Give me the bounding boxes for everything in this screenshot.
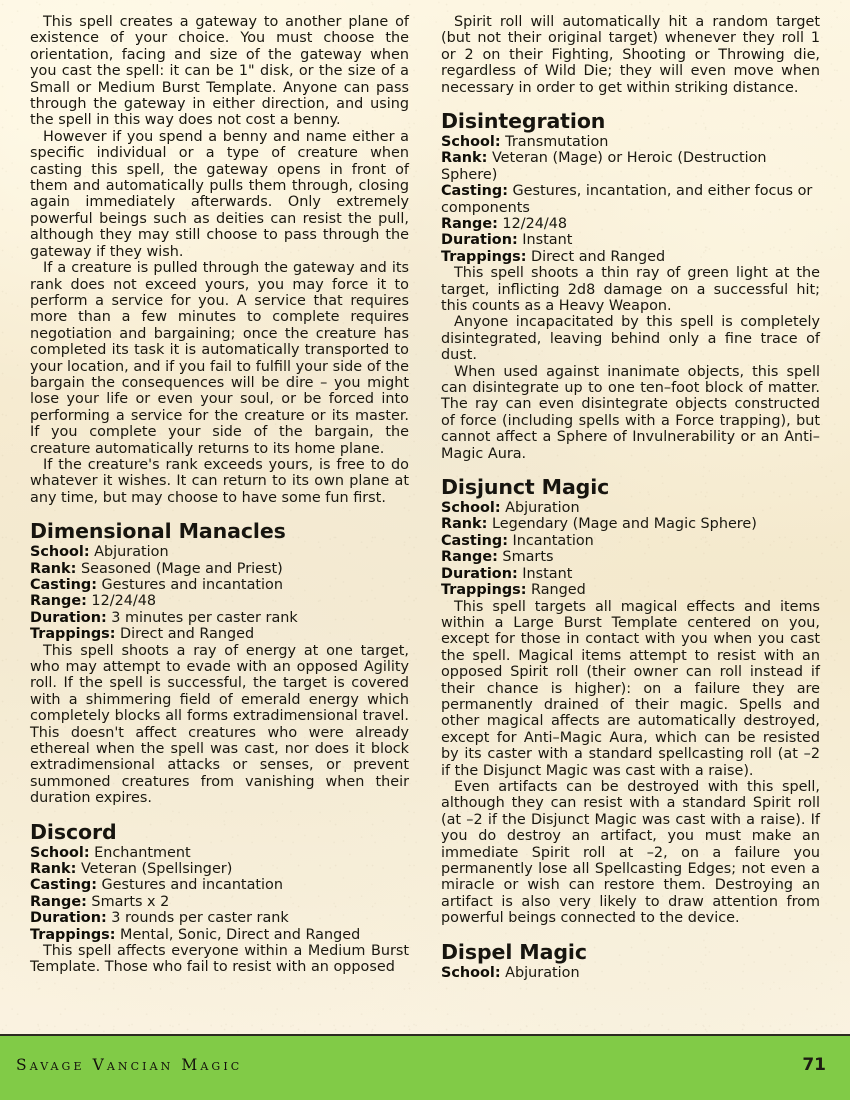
spell-heading: Dimensional Manacles bbox=[30, 519, 286, 544]
spell-stat-line bbox=[441, 150, 820, 183]
spell-stat-value: Instant bbox=[517, 565, 573, 582]
spell-stat-value: Gestures and incantation bbox=[96, 877, 283, 894]
spell-stat-value: Smarts x 2 bbox=[86, 893, 170, 910]
spell-stat-value: Veteran (Spellsinger) bbox=[76, 861, 233, 877]
spell-stat-line bbox=[30, 577, 409, 593]
spell-stat-value: Seasoned (Mage and Priest) bbox=[76, 560, 283, 577]
spell-stat-value: Gestures, incantation, and either focus or components bbox=[441, 183, 813, 216]
spell-stat-line bbox=[30, 845, 409, 861]
body-paragraph: This spell creates a gateway to another plane of existence of your choice. You must choose the orientation, facing and size of the gateway when you cast the spell: it can be 1" disk, or the size of a Small or Medium Burst Template. Anyone can pass through the gateway in either direction, and using the spell in this way does not cost a benny. bbox=[30, 14, 409, 129]
spell-stat-line bbox=[441, 516, 820, 532]
spell-stat-line bbox=[30, 544, 409, 560]
spell-description-paragraph: This spell targets all magical effects and items within a Large Burst Template centered on you, except for those in contact with you when you cast the spell. Magical items attempt to resist with an opposed Spirit roll (their owner can roll instead if their chance is higher): on a failure they are permanently drained of their magic. Spells and other magical affects are automatically destroyed, except for Anti–Magic Aura, which can be resisted by its caster with a standard spellcasting roll (at –2 if the Disjunct Magic was cast with a raise). bbox=[441, 598, 820, 779]
spell-stat-line bbox=[441, 134, 820, 150]
spell-stat-line bbox=[441, 232, 820, 248]
spell-stat-line bbox=[30, 593, 409, 609]
spell-heading: Dispel Magic bbox=[441, 939, 587, 964]
spell-stat-key: Duration: bbox=[30, 609, 107, 626]
right-text-column bbox=[441, 14, 820, 1034]
spell-stat-line bbox=[441, 965, 820, 981]
spell-stat-line bbox=[30, 861, 409, 877]
spell-stat-key: School: bbox=[441, 500, 501, 517]
page-footer bbox=[0, 1036, 850, 1100]
spell-stat-key: Rank: bbox=[441, 150, 488, 167]
spell-stat-value: Abjuration bbox=[89, 544, 169, 561]
spell-stat-key: School: bbox=[30, 844, 90, 861]
body-paragraph: Spirit roll will automatically hit a random target (but not their original target) whenever they roll 1 or 2 on their Fighting, Shooting or Throwing die, regardless of Wild Die; they will even move when necessary in order to get within striking distance. bbox=[441, 14, 820, 96]
spell-stat-value: Instant bbox=[517, 232, 573, 249]
spell-stat-line bbox=[30, 877, 409, 893]
body-paragraph: If the creature's rank exceeds yours, is free to do whatever it wishes. It can return to its own plane at any time, but may choose to have some fun first. bbox=[30, 456, 409, 506]
spell-stat-key: Trappings: bbox=[441, 248, 527, 265]
spell-stat-key: School: bbox=[441, 133, 501, 150]
spell-heading: Disintegration bbox=[441, 109, 606, 134]
spell-stat-key: Rank: bbox=[30, 560, 77, 577]
two-column-body bbox=[30, 14, 820, 1034]
spell-stat-value: Mental, Sonic, Direct and Ranged bbox=[115, 926, 361, 943]
spell-stat-line bbox=[30, 910, 409, 926]
spell-stat-value: Smarts bbox=[497, 549, 554, 566]
spell-stat-line bbox=[30, 927, 409, 943]
spell-heading: Disjunct Magic bbox=[441, 475, 610, 500]
spell-description-paragraph: When used against inanimate objects, this spell can disintegrate up to one ten–foot block of matter. The ray can even disintegrate objects constructed of force (including spells with a Force trapping), but cannot affect a Sphere of Invulnerability or an Anti–Magic Aura. bbox=[441, 363, 820, 462]
spell-stat-key: Range: bbox=[441, 549, 498, 566]
spell-stat-value: Direct and Ranged bbox=[526, 248, 666, 265]
footer-book-title: Savage Vancian Magic bbox=[16, 1056, 243, 1074]
body-paragraph: If a creature is pulled through the gateway and its rank does not exceed yours, you may force it to perform a service for you. A service that requires more than a few minutes to complete requires negotiation and bargaining; once the creature has completed its task it is automatically transported to your location, and if you fail to fulfill your side of the bargain the consequences will be dire – you might lose your life or even your soul, or be forced into performing a service for the creature or its master. If you complete your side of the bargain, the creature automatically returns to its home plane. bbox=[30, 260, 409, 457]
spell-statblock bbox=[30, 544, 409, 642]
spell-stat-line bbox=[441, 183, 820, 216]
spell-stat-value: Gestures and incantation bbox=[96, 576, 283, 593]
spell-stat-key: Trappings: bbox=[441, 582, 527, 599]
spell-stat-value: Abjuration bbox=[500, 500, 580, 517]
spell-heading: Discord bbox=[30, 819, 117, 844]
spell-stat-value: Transmutation bbox=[500, 133, 609, 150]
spell-stat-value: Direct and Ranged bbox=[115, 626, 255, 643]
spell-stat-value: Enchantment bbox=[89, 844, 191, 861]
spell-stat-line bbox=[441, 249, 820, 265]
spell-statblock bbox=[441, 500, 820, 598]
spell-description-paragraph: Anyone incapacitated by this spell is completely disintegrated, leaving behind only a fine trace of dust. bbox=[441, 314, 820, 364]
spell-stat-value: Abjuration bbox=[500, 964, 580, 981]
spell-stat-key: Trappings: bbox=[30, 926, 116, 943]
spell-stat-value: 12/24/48 bbox=[497, 216, 568, 233]
spell-stat-value: 12/24/48 bbox=[86, 593, 157, 610]
spell-stat-value: Veteran (Mage) or Heroic (Destruction Sphere) bbox=[441, 150, 767, 183]
spell-description-paragraph: This spell shoots a thin ray of green light at the target, inflicting 2d8 damage on a successful hit; this counts as a Heavy Weapon. bbox=[441, 265, 820, 315]
spell-stat-key: Range: bbox=[441, 216, 498, 233]
spell-stat-value: 3 minutes per caster rank bbox=[106, 609, 298, 626]
spell-stat-line bbox=[30, 610, 409, 626]
left-text-column bbox=[30, 14, 409, 1034]
spell-statblock bbox=[441, 965, 820, 981]
spell-stat-key: Duration: bbox=[441, 232, 518, 249]
spell-stat-value: 3 rounds per caster rank bbox=[106, 910, 289, 927]
spell-stat-value: Legendary (Mage and Magic Sphere) bbox=[487, 516, 757, 533]
spell-stat-key: Rank: bbox=[441, 516, 488, 533]
spell-stat-value: Incantation bbox=[507, 532, 594, 549]
spell-stat-line bbox=[30, 626, 409, 642]
spell-stat-line bbox=[30, 561, 409, 577]
spell-stat-line bbox=[441, 582, 820, 598]
spell-stat-key: Range: bbox=[30, 593, 87, 610]
spell-statblock bbox=[441, 134, 820, 265]
body-paragraph: However if you spend a benny and name either a specific individual or a type of creature when casting this spell, the gateway opens in front of them and automatically pulls them through, closing again immediately afterwards. Only extremely powerful beings such as deities can resist the pull, although they may still choose to pass through the gateway if they wish. bbox=[30, 128, 409, 260]
spell-description-paragraph: This spell shoots a ray of energy at one target, who may attempt to evade with an opposed Agility roll. If the spell is successful, the target is covered with a shimmering field of emerald energy which completely blocks all forms extradimensional travel. This doesn't affect creatures who were already ethereal when the spell was cast, nor does it block extradimensional attacks or senses, or prevent summoned creatures from vanishing when their duration expires. bbox=[30, 642, 409, 807]
spell-stat-key: Casting: bbox=[441, 183, 508, 200]
spell-stat-line bbox=[441, 500, 820, 516]
spell-stat-line bbox=[441, 216, 820, 232]
page-number: 71 bbox=[802, 1055, 826, 1075]
spell-stat-key: School: bbox=[441, 964, 501, 981]
spell-stat-line bbox=[441, 549, 820, 565]
spell-stat-key: School: bbox=[30, 544, 90, 561]
spell-stat-key: Trappings: bbox=[30, 626, 116, 643]
spell-description-paragraph: Even artifacts can be destroyed with this spell, although they can resist with a standard Spirit roll (at –2 if the Disjunct Magic was cast with a raise). If you do destroy an artifact, you must make an immediate Spirit roll at –2, on a failure you permanently lose all Spellcasting Edges; not even a miracle or wish can restore them. Destroying an artifact is also very likely to draw attention from powerful beings connected to the device. bbox=[441, 778, 820, 927]
spell-stat-key: Casting: bbox=[30, 576, 97, 593]
spell-stat-value: Ranged bbox=[526, 582, 586, 599]
spell-stat-key: Casting: bbox=[30, 877, 97, 894]
spell-description-paragraph: This spell affects everyone within a Medium Burst Template. Those who fail to resist with an opposed bbox=[30, 943, 409, 976]
spell-stat-line bbox=[441, 533, 820, 549]
spell-stat-key: Duration: bbox=[30, 910, 107, 927]
spell-stat-line bbox=[30, 894, 409, 910]
spell-stat-key: Duration: bbox=[441, 565, 518, 582]
spell-stat-line bbox=[441, 566, 820, 582]
spell-statblock bbox=[30, 845, 409, 943]
spell-stat-key: Rank: bbox=[30, 861, 77, 877]
spell-stat-key: Casting: bbox=[441, 532, 508, 549]
spell-stat-key: Range: bbox=[30, 893, 87, 910]
